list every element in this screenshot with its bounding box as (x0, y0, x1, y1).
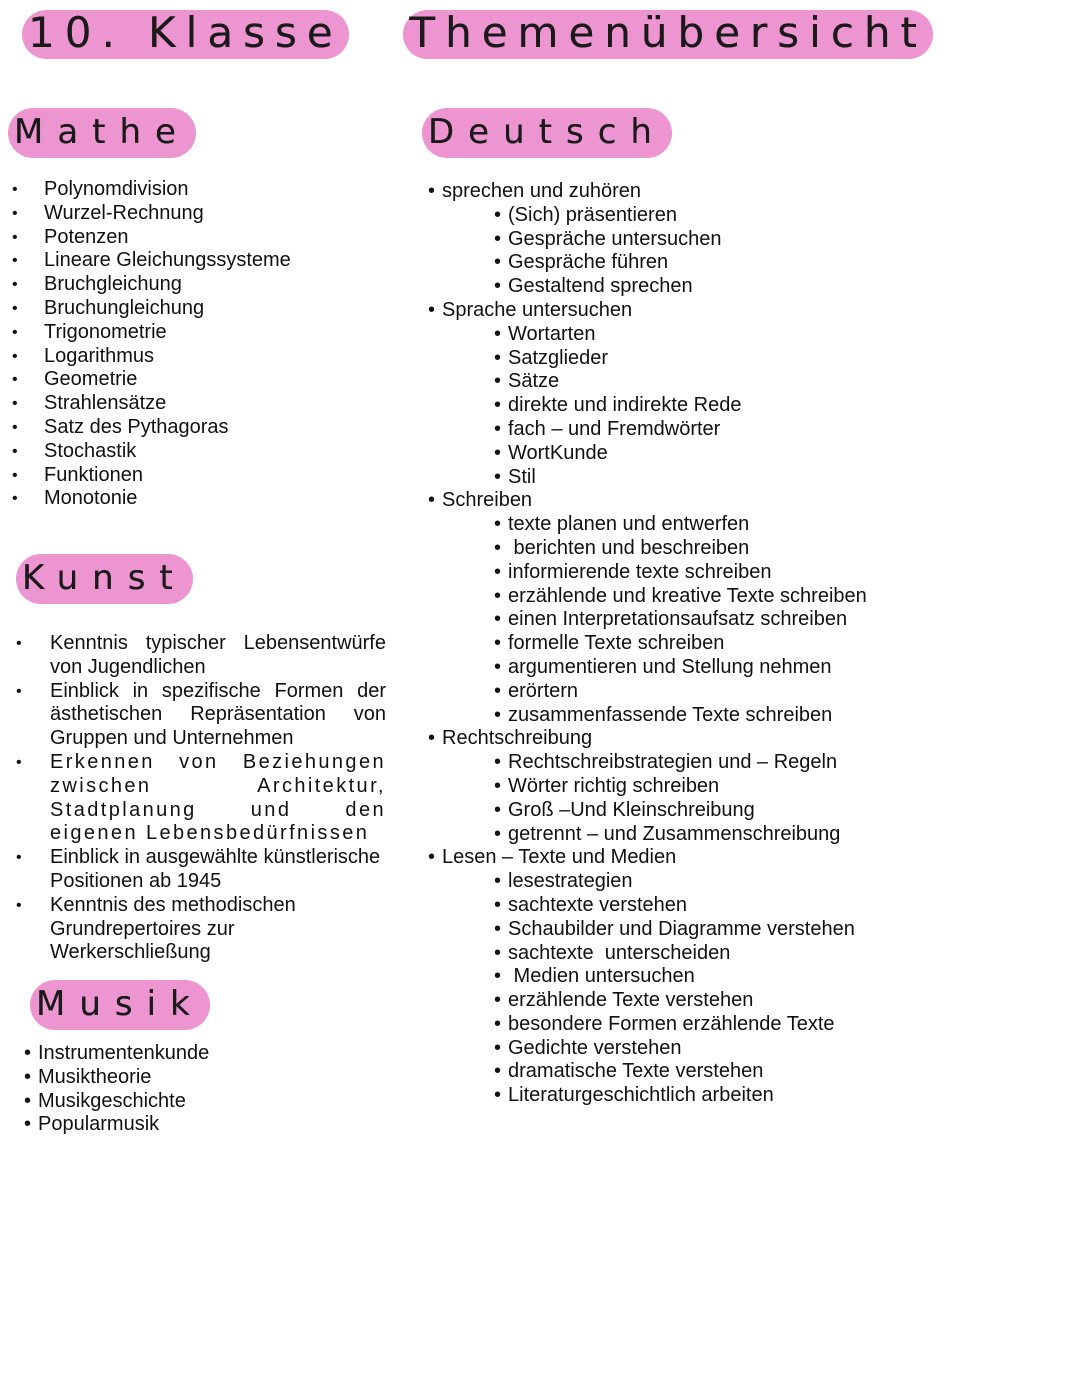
mathe-heading (14, 112, 190, 152)
list-item: • lesestrategien (442, 870, 867, 894)
list-item: • Bruchgleichung (10, 273, 291, 297)
list-item: • Logarithmus (10, 345, 291, 369)
musik-heading-text: Musik (36, 984, 204, 1024)
list-item: • texte planen und entwerfen (442, 513, 867, 537)
list-item: • Wörter richtig schreiben (442, 775, 867, 799)
list-item: • WortKunde (442, 442, 867, 466)
list-item: • Instrumentenkunde (24, 1042, 209, 1066)
list-item: • formelle Texte schreiben (442, 632, 867, 656)
list-item: • Gestaltend sprechen (442, 275, 867, 299)
list-item: • Potenzen (10, 226, 291, 250)
list-item: • besondere Formen erzählende Texte (442, 1013, 867, 1037)
list-item: • Satzglieder (442, 347, 867, 371)
list-item: • (Sich) präsentieren (442, 204, 867, 228)
list-item: • Musikgeschichte (24, 1090, 209, 1114)
list-item: • Gespräche führen (442, 251, 867, 275)
deutsch-heading (428, 112, 666, 152)
list-item: • Einblick in spezifische Formen der ästhetischen Repräsentation von Gruppen und Unternehmen (10, 680, 386, 751)
list-item: • Gespräche untersuchen (442, 228, 867, 252)
list-item: • direkte und indirekte Rede (442, 394, 867, 418)
list-item: • sachtexte verstehen (442, 894, 867, 918)
list-item: • erzählende und kreative Texte schreiben (442, 585, 867, 609)
list-item: • Wortarten (442, 323, 867, 347)
list-item: • Geometrie (10, 368, 291, 392)
list-item: • fach – und Fremdwörter (442, 418, 867, 442)
list-item: • Kenntnis des methodischen Grundrepertoires zur Werkerschließung (10, 894, 386, 965)
mathe-list (10, 178, 291, 511)
musik-heading (36, 984, 204, 1024)
list-item: • berichten und beschreiben (442, 537, 867, 561)
page-title (28, 8, 927, 57)
list-item: • Monotonie (10, 487, 291, 511)
deutsch-section-label: Lesen – Texte und Medien (442, 846, 677, 869)
list-item: • Polynomdivision (10, 178, 291, 202)
list-item: • Stochastik (10, 440, 291, 464)
list-item: • Strahlensätze (10, 392, 291, 416)
kunst-list (10, 632, 386, 965)
deutsch-section-label: Rechtschreibung (442, 727, 593, 750)
list-item: • sachtexte unterscheiden (442, 942, 867, 966)
list-item: • einen Interpretationsaufsatz schreiben (442, 608, 867, 632)
title-part1: 10. Klasse (28, 8, 343, 57)
list-item: • Bruchungleichung (10, 297, 291, 321)
list-item: • Rechtschreibstrategien und – Regeln (442, 751, 867, 775)
list-item: • Satz des Pythagoras (10, 416, 291, 440)
list-item: • erzählende Texte verstehen (442, 989, 867, 1013)
list-item: • Stil (442, 466, 867, 490)
list-item: • Gedichte verstehen (442, 1037, 867, 1061)
list-item: • Literaturgeschichtlich arbeiten (442, 1084, 867, 1108)
list-item: • Trigonometrie (10, 321, 291, 345)
kunst-heading-text: Kunst (22, 558, 187, 598)
list-item: • Schaubilder und Diagramme verstehen (442, 918, 867, 942)
deutsch-section (428, 727, 867, 846)
deutsch-section (428, 299, 867, 489)
list-item: • zusammenfassende Texte schreiben (442, 704, 867, 728)
deutsch-section-label: Schreiben (442, 489, 533, 512)
deutsch-list (428, 180, 867, 1108)
list-item: • Einblick in ausgewählte künstlerische Positionen ab 1945 (10, 846, 386, 894)
deutsch-section (428, 846, 867, 1108)
list-item: • informierende texte schreiben (442, 561, 867, 585)
list-item: • Medien untersuchen (442, 965, 867, 989)
list-item: • Popularmusik (24, 1113, 209, 1137)
list-item: • argumentieren und Stellung nehmen (442, 656, 867, 680)
title-part2: Themenübersicht (409, 8, 928, 57)
mathe-heading-text: Mathe (14, 112, 190, 152)
deutsch-heading-text: Deutsch (428, 112, 666, 152)
list-item: • Kenntnis typischer Lebensentwürfe von Jugendlichen (10, 632, 386, 680)
list-item: • Groß –Und Kleinschreibung (442, 799, 867, 823)
musik-list (24, 1042, 209, 1137)
list-item: • Sätze (442, 370, 867, 394)
kunst-heading (22, 558, 187, 598)
deutsch-section (428, 180, 867, 299)
deutsch-section (428, 489, 867, 727)
list-item: • Wurzel-Rechnung (10, 202, 291, 226)
list-item: • erörtern (442, 680, 867, 704)
list-item: • dramatische Texte verstehen (442, 1060, 867, 1084)
list-item: • Erkennen von Beziehungen zwischen Architektur, Stadtplanung und den eigenen Lebensbedürfnissen (10, 751, 386, 846)
list-item: • Funktionen (10, 464, 291, 488)
deutsch-section-label: sprechen und zuhören (442, 180, 642, 202)
list-item: • Musiktheorie (24, 1066, 209, 1090)
list-item: • Lineare Gleichungssysteme (10, 249, 291, 273)
deutsch-section-label: Sprache untersuchen (442, 298, 633, 321)
list-item: • getrennt – und Zusammenschreibung (442, 823, 867, 847)
